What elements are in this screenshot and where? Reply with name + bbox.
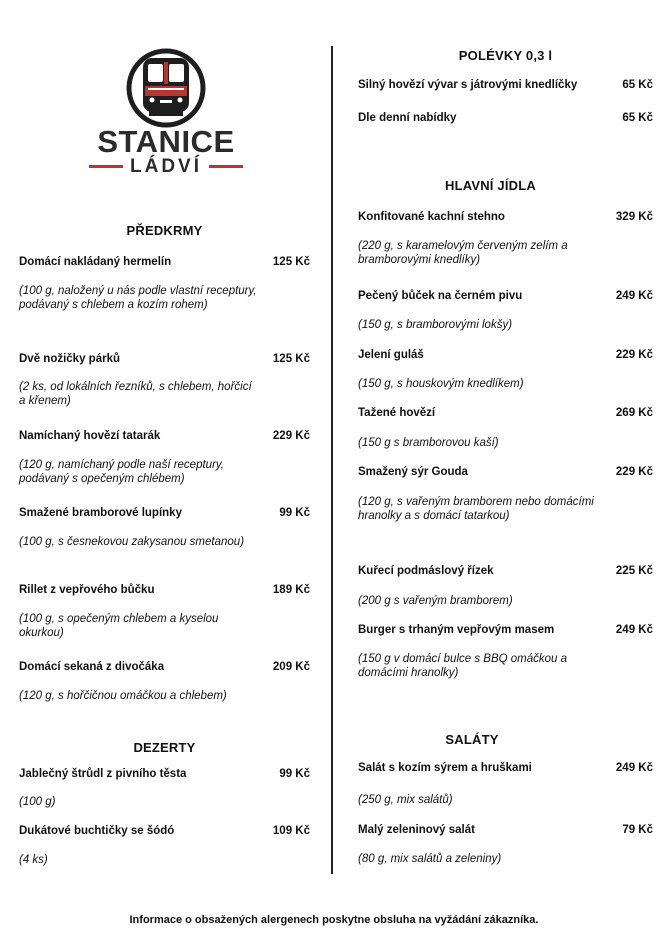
item-description: (150 g, s houskovým knedlíkem) xyxy=(358,378,524,390)
item-name: Pečený bůček na černém pivu xyxy=(358,290,523,302)
item-description: (150 g, s bramborovými lokšy) xyxy=(358,319,513,331)
item-name: Domácí nakládaný hermelín xyxy=(19,256,172,268)
menu-item xyxy=(358,565,653,577)
item-name: Silný hovězí vývar s játrovými knedlíčky xyxy=(358,79,578,91)
item-price: 249 Kč xyxy=(615,290,653,302)
menu-item xyxy=(358,407,653,419)
item-price: 249 Kč xyxy=(615,762,653,774)
item-name: Malý zeleninový salát xyxy=(358,824,475,836)
item-price: 229 Kč xyxy=(615,466,653,478)
item-description: (2 ks, od lokálních řezníků, s chlebem, hořčicí a křenem) xyxy=(19,381,252,407)
menu-item xyxy=(358,211,653,223)
item-price: 79 Kč xyxy=(622,824,653,836)
item-price: 65 Kč xyxy=(622,112,653,124)
item-description: (100 g) xyxy=(19,796,56,808)
item-price: 269 Kč xyxy=(615,407,653,419)
item-description: (4 ks) xyxy=(19,854,48,866)
item-price: 189 Kč xyxy=(272,584,310,596)
item-description: (150 g s bramborovou kaší) xyxy=(358,437,499,449)
menu-item xyxy=(358,824,653,836)
item-name: Tažené hovězí xyxy=(358,407,436,419)
right-column xyxy=(358,0,653,900)
item-price: 99 Kč xyxy=(279,768,310,780)
item-name: Jablečný štrůdl z pivního těsta xyxy=(19,768,187,780)
item-description: (120 g, s vařeným bramborem nebo domácími hranolky a s domácí tatarkou) xyxy=(358,496,594,522)
menu-item xyxy=(358,466,653,478)
logo-title: STANICE xyxy=(97,124,235,159)
menu-item xyxy=(19,661,310,673)
item-price: 109 Kč xyxy=(272,825,310,837)
item-name: Domácí sekaná z divočáka xyxy=(19,661,165,673)
item-price: 209 Kč xyxy=(272,661,310,673)
item-description: (120 g, namíchaný podle naší receptury, podávaný s opečeným chlébem) xyxy=(19,459,224,485)
menu-item xyxy=(358,349,653,361)
item-description: (100 g, s česnekovou zakysanou smetanou) xyxy=(19,536,245,548)
item-description: (80 g, mix salátů a zeleniny) xyxy=(358,853,502,865)
item-description: (150 g v domácí bulce s BBQ omáčkou a domácími hranolky) xyxy=(358,653,568,679)
section-title-predkrmy: PŘEDKRMY xyxy=(126,223,203,238)
item-price: 125 Kč xyxy=(272,256,310,268)
item-price: 329 Kč xyxy=(615,211,653,223)
item-price: 99 Kč xyxy=(279,507,310,519)
item-price: 65 Kč xyxy=(622,79,653,91)
item-name: Dvě nožičky párků xyxy=(19,353,120,365)
menu-item xyxy=(19,584,310,596)
menu-item xyxy=(358,624,653,636)
menu-item xyxy=(19,430,310,442)
item-price: 125 Kč xyxy=(272,353,310,365)
item-name: Smažený sýr Gouda xyxy=(358,466,468,478)
item-name: Burger s trhaným vepřovým masem xyxy=(358,624,555,636)
item-price: 229 Kč xyxy=(272,430,310,442)
item-description: (250 g, mix salátů) xyxy=(358,794,453,806)
item-name: Konfitované kachní stehno xyxy=(358,211,505,223)
menu-item xyxy=(358,79,653,91)
menu-item xyxy=(19,353,310,365)
item-description: (100 g, s opečeným chlebem a kyselou okurkou) xyxy=(19,613,219,639)
item-name: Salát s kozím sýrem a hruškami xyxy=(358,762,532,774)
menu-item xyxy=(19,768,310,780)
item-description: (200 g s vařeným bramborem) xyxy=(358,595,513,607)
left-column xyxy=(19,0,310,900)
section-title-dezerty: DEZERTY xyxy=(133,740,196,755)
section-title-polevky: POLÉVKY 0,3 l xyxy=(458,48,553,63)
item-name: Dle denní nabídky xyxy=(358,112,457,124)
item-name: Jelení guláš xyxy=(358,349,424,361)
item-name: Dukátové buchtičky se šódó xyxy=(19,825,175,837)
item-name: Smažené bramborové lupínky xyxy=(19,507,182,519)
menu-item xyxy=(358,112,653,124)
logo-subtitle: LÁDVÍ xyxy=(130,156,202,177)
item-name: Namíchaný hovězí tatarák xyxy=(19,430,161,442)
section-title-salaty: SALÁTY xyxy=(445,732,499,747)
item-price: 229 Kč xyxy=(615,349,653,361)
column-divider xyxy=(331,46,333,874)
menu-item xyxy=(358,290,653,302)
item-price: 225 Kč xyxy=(615,565,653,577)
item-name: Kuřecí podmáslový řízek xyxy=(358,565,494,577)
item-description: (120 g, s hořčičnou omáčkou a chlebem) xyxy=(19,690,227,702)
menu-item xyxy=(358,762,653,774)
menu-item xyxy=(19,507,310,519)
item-description: (100 g, naložený u nás podle vlastní receptury, podávaný s chlebem a kozím rohem) xyxy=(19,285,257,311)
menu-item xyxy=(19,825,310,837)
item-price: 249 Kč xyxy=(615,624,653,636)
item-name: Rillet z vepřového bůčku xyxy=(19,584,155,596)
section-title-hlavni: HLAVNÍ JÍDLA xyxy=(445,178,536,193)
menu-item xyxy=(19,256,310,268)
item-description: (220 g, s karamelovým červeným zelím a bramborovými knedlíky) xyxy=(358,240,568,266)
allergen-notice: Informace o obsažených alergenech poskytne obsluha na vyžádání zákazníka. xyxy=(129,914,539,926)
